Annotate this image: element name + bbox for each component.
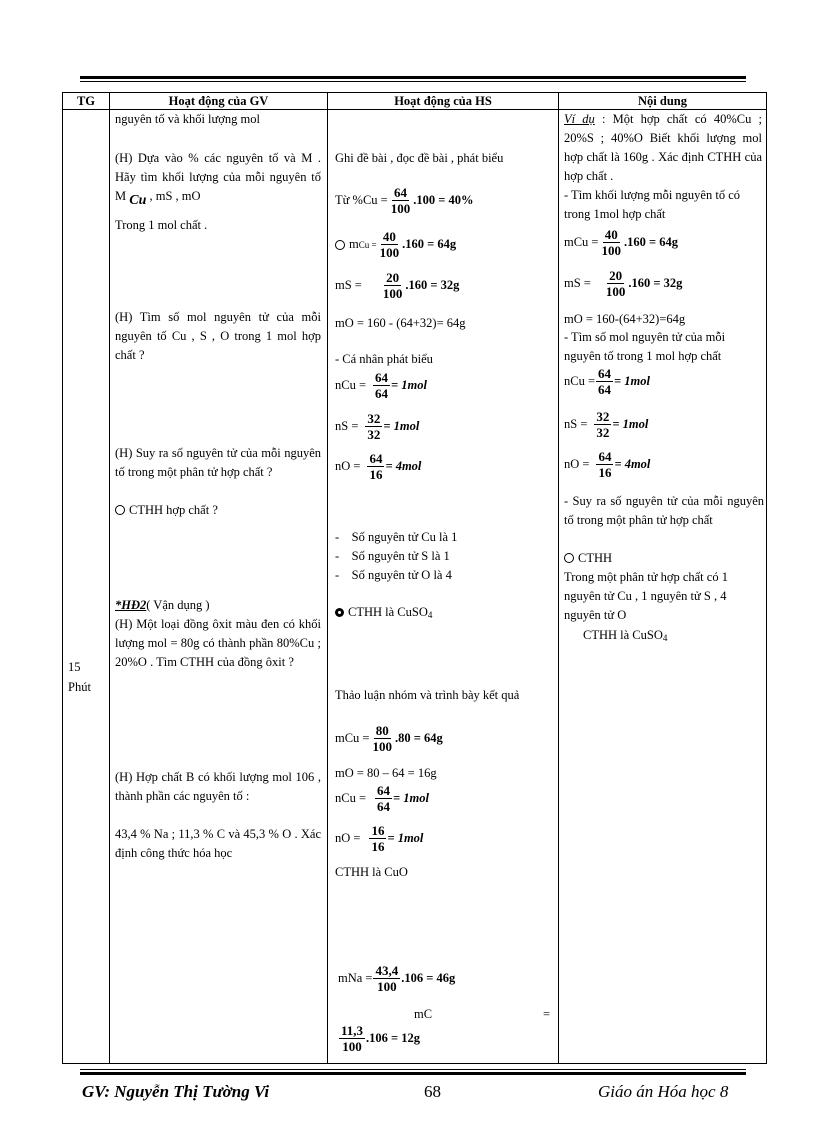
hs-c-equals: =	[543, 1007, 551, 1021]
hs-mass-cu	[335, 229, 456, 260]
eq-rhs: .160 = 64g	[402, 237, 457, 251]
eq-rhs: = 1mol	[391, 378, 427, 392]
hs-b-mass-cu	[335, 723, 443, 754]
eq-lhs: mS =	[564, 276, 591, 290]
gv-question-1-text: (H) Dựa vào % các nguyên tố và M . Hãy tìm khối lượng của mỗi nguyên tố M	[115, 151, 321, 203]
hs-individual: - Cá nhân phát biểu	[335, 352, 433, 366]
gv-intro: nguyên tố và khối lượng mol	[115, 112, 260, 126]
hs-count-o-text: Số nguyên tử O là 4	[351, 568, 452, 582]
header-tg: TG	[63, 93, 110, 110]
header-rule-thin	[80, 81, 746, 82]
hs-mass-o: mO = 160 - (64+32)= 64g	[335, 316, 466, 330]
eq-lhs: nS =	[335, 419, 359, 433]
header-nd: Nội dung	[559, 93, 767, 110]
eq-rhs: = 1mol	[383, 419, 420, 433]
lesson-table	[62, 92, 767, 1064]
eq-rhs: .160 = 64g	[624, 235, 678, 249]
gv-question-1-tail: , mS , mO	[149, 189, 201, 203]
hs-count-s-text: Số nguyên tử S là 1	[351, 549, 450, 563]
fraction	[596, 366, 613, 397]
fraction	[596, 449, 613, 480]
numerator: 80	[375, 723, 389, 738]
gv-question-1-line4: Trong 1 mol chất .	[115, 218, 208, 232]
circle-icon	[564, 553, 574, 563]
numerator: 64	[598, 366, 612, 381]
numerator: 20	[609, 268, 623, 283]
fraction	[373, 370, 390, 401]
numerator: 40	[382, 229, 396, 244]
nd-conclusion: Trong một phân tử hợp chất có 1 nguyên tử Cu , 1 nguyên tử S , 4 nguyên tử O	[564, 570, 728, 622]
footer-page-number: 68	[424, 1082, 441, 1101]
eq-rhs: .106 = 12g	[366, 1031, 421, 1045]
denominator: 100	[390, 201, 411, 216]
eq-rhs: = 1mol	[612, 417, 649, 431]
hs-mass-s	[335, 270, 459, 301]
denominator: 100	[372, 739, 392, 754]
denominator: 100	[382, 286, 403, 301]
fraction	[365, 411, 382, 442]
hs-mol-o	[335, 451, 421, 482]
denominator: 100	[342, 1039, 362, 1054]
nd-mass-o: mO = 160-(64+32)=64g	[564, 312, 686, 326]
gv-question-4: (H) Một loại đồng ôxit màu đen có khối lượng mol = 80g có thành phần 80%Cu ; 20%O . Tìm CTHH của đồng ôxit ?	[115, 617, 321, 669]
fraction	[375, 783, 392, 814]
eq-rhs: .160 = 32g	[628, 276, 683, 290]
fraction	[594, 409, 611, 440]
nd-formula	[583, 626, 667, 648]
numerator: 64	[377, 783, 391, 798]
denominator: 16	[598, 465, 612, 480]
hs-count-cu-text: Số nguyên tử Cu là 1	[351, 530, 458, 544]
numerator: 43,4	[375, 963, 399, 978]
fraction	[389, 185, 413, 216]
eq-lhs: nO =	[564, 457, 590, 471]
header-rule-thick	[80, 76, 746, 79]
hs-formula-text: CTHH là CuSO	[348, 605, 428, 619]
numerator: 64	[393, 185, 407, 200]
eq-lhs: mS =	[335, 278, 362, 292]
circle-icon	[115, 505, 125, 515]
numerator: 40	[604, 227, 618, 242]
hs-b-mol-o	[335, 823, 423, 854]
numerator: 32	[367, 411, 381, 426]
nd-cthh-arrow-text: CTHH	[578, 551, 613, 565]
circle-icon	[335, 240, 345, 250]
gv-cell	[110, 110, 328, 1064]
gv-question-3: (H) Suy ra số nguyên tử của mỗi nguyên tố trong một phân tử hợp chất ?	[115, 446, 321, 479]
eq-lhs: nCu =	[335, 378, 367, 392]
denominator: 100	[377, 979, 397, 994]
nd-formula-sub: 4	[662, 633, 668, 643]
eq-rhs: .100 = 40%	[413, 193, 474, 207]
denominator: 16	[371, 839, 385, 854]
denominator: 100	[605, 284, 626, 299]
footer-rule-thin	[80, 1069, 746, 1070]
tg-cell	[63, 110, 110, 1064]
eq-rhs: = 1mol	[387, 831, 424, 845]
numerator: 64	[369, 451, 383, 466]
eq-lhs: mNa =	[338, 971, 373, 985]
fraction	[381, 270, 405, 301]
denominator: 64	[598, 382, 612, 397]
nd-step-2: - Tìm số mol nguyên tử của mỗi nguyên tố trong 1 mol hợp chất	[564, 330, 726, 363]
gv-question-1-cu: Cu	[129, 193, 147, 208]
nd-mol-cu	[564, 366, 650, 397]
eq-lhs: nO =	[335, 459, 361, 473]
gv-question-3-cthh-text: CTHH hợp chất ?	[129, 503, 218, 517]
hs-c-mass-c: mC	[414, 1007, 433, 1021]
nd-cthh-arrow	[564, 549, 612, 568]
eq-lhs: m	[349, 237, 359, 251]
hs-formula-sub: 4	[427, 610, 433, 620]
nd-mol-o	[564, 449, 650, 480]
denominator: 16	[369, 467, 383, 482]
gv-question-3-cthh	[115, 501, 218, 520]
footer-rule-thick	[80, 1072, 746, 1075]
numerator: 64	[598, 449, 612, 464]
hs-count-cu: - Số nguyên tử Cu là 1	[335, 530, 458, 544]
gv-question-5: (H) Hợp chất B có khối lượng mol 106 , thành phần các nguyên tố :	[115, 770, 321, 803]
denominator: 32	[367, 427, 381, 442]
hs-b-mol-cu	[335, 783, 429, 814]
fraction	[600, 227, 624, 258]
nd-example-text: : Một hợp chất có 40%Cu ; 20%S ; 40%O Biết khối lượng mol hợp chất là 160g . Xác định CTHH của hợp chất .	[564, 112, 762, 183]
eq-rhs: = 1mol	[393, 791, 429, 805]
nd-example-label: Ví dụ	[564, 112, 595, 126]
nd-cell	[559, 110, 767, 1064]
numerator: 11,3	[341, 1023, 364, 1038]
eq-rhs: = 1mol	[614, 374, 650, 388]
gv-question-1	[115, 149, 321, 210]
hs-c-mass-c-value	[338, 1023, 420, 1054]
gv-activity-2-tail: ( Vận dụng )	[146, 598, 210, 612]
hs-read-task: Ghi đề bài , đọc đề bài , phát biểu	[335, 151, 504, 165]
denominator: 32	[596, 425, 610, 440]
nd-example	[564, 110, 762, 186]
eq-lhs: Từ %Cu =	[335, 193, 388, 207]
table-body-row	[63, 110, 767, 1064]
fraction	[339, 1023, 365, 1054]
eq-rhs: .106 = 46g	[401, 971, 456, 985]
gv-question-5-detail: 43,4 % Na ; 11,3 % C và 45,3 % O . Xác định công thức hóa học	[115, 827, 321, 860]
hs-b-formula: CTHH là CuO	[335, 865, 408, 879]
tg-minutes: 15	[68, 660, 81, 674]
eq-lhs: mCu =	[564, 235, 599, 249]
hs-cell	[328, 110, 559, 1064]
numerator: 20	[386, 270, 400, 285]
hs-formula	[335, 603, 432, 625]
hs-b-mass-o: mO = 80 – 64 = 16g	[335, 766, 437, 780]
hs-discussion: Thảo luận nhóm và trình bày kết quả	[335, 688, 520, 702]
hs-count-o: - Số nguyên tử O là 4	[335, 568, 452, 582]
numerator: 64	[375, 370, 389, 385]
numerator: 32	[596, 409, 610, 424]
bullet-circle-icon	[335, 608, 344, 617]
eq-lhs-sub: Cu =	[358, 239, 377, 250]
nd-mol-s	[564, 409, 648, 440]
eq-rhs: .160 = 32g	[405, 278, 460, 292]
eq-rhs: = 4mol	[385, 459, 422, 473]
fraction	[371, 723, 395, 754]
eq-rhs: .80 = 64g	[395, 731, 443, 745]
denominator: 100	[379, 245, 400, 260]
hs-c-mass-na	[338, 963, 455, 994]
eq-lhs: mCu =	[335, 731, 370, 745]
fraction	[378, 229, 402, 260]
eq-rhs: = 4mol	[614, 457, 651, 471]
numerator: 16	[371, 823, 385, 838]
fraction	[604, 268, 628, 299]
gv-activity-2	[115, 596, 210, 615]
footer-teacher: GV: Nguyễn Thị Tường Vi	[82, 1082, 270, 1101]
nd-step-1: - Tìm khối lượng mỗi nguyên tố có trong 1mol hợp chất	[564, 188, 740, 221]
header-gv: Hoạt động của GV	[110, 93, 328, 110]
gv-question-2: (H) Tìm số mol nguyên tử của mỗi nguyên tố Cu , S , O trong 1 mol hợp chất ?	[115, 310, 321, 362]
header-hs: Hoạt động của HS	[328, 93, 559, 110]
hs-pct-cu	[335, 185, 473, 216]
denominator: 100	[601, 243, 621, 258]
hs-mol-s	[335, 411, 419, 442]
hs-mol-cu	[335, 370, 427, 401]
gv-activity-2-label: *HĐ2	[115, 598, 147, 612]
table-header-row	[63, 93, 767, 110]
tg-unit: Phút	[68, 680, 91, 694]
eq-lhs: nCu =	[335, 791, 367, 805]
denominator: 64	[375, 386, 389, 401]
fraction	[373, 963, 400, 994]
fraction	[369, 823, 386, 854]
denominator: 64	[377, 799, 391, 814]
eq-lhs: nS =	[564, 417, 588, 431]
eq-lhs: nO =	[335, 831, 361, 845]
nd-mass-s	[564, 268, 682, 299]
nd-step-3: - Suy ra số nguyên tử của mỗi nguyên tố trong một phân tử hợp chất	[564, 494, 764, 527]
footer-subject: Giáo án Hóa học 8	[598, 1082, 729, 1101]
hs-count-s: - Số nguyên tử S là 1	[335, 549, 450, 563]
fraction	[367, 451, 384, 482]
nd-formula-text: CTHH là CuSO	[583, 628, 663, 642]
nd-mass-cu	[564, 227, 678, 258]
eq-lhs: nCu =	[564, 374, 596, 388]
